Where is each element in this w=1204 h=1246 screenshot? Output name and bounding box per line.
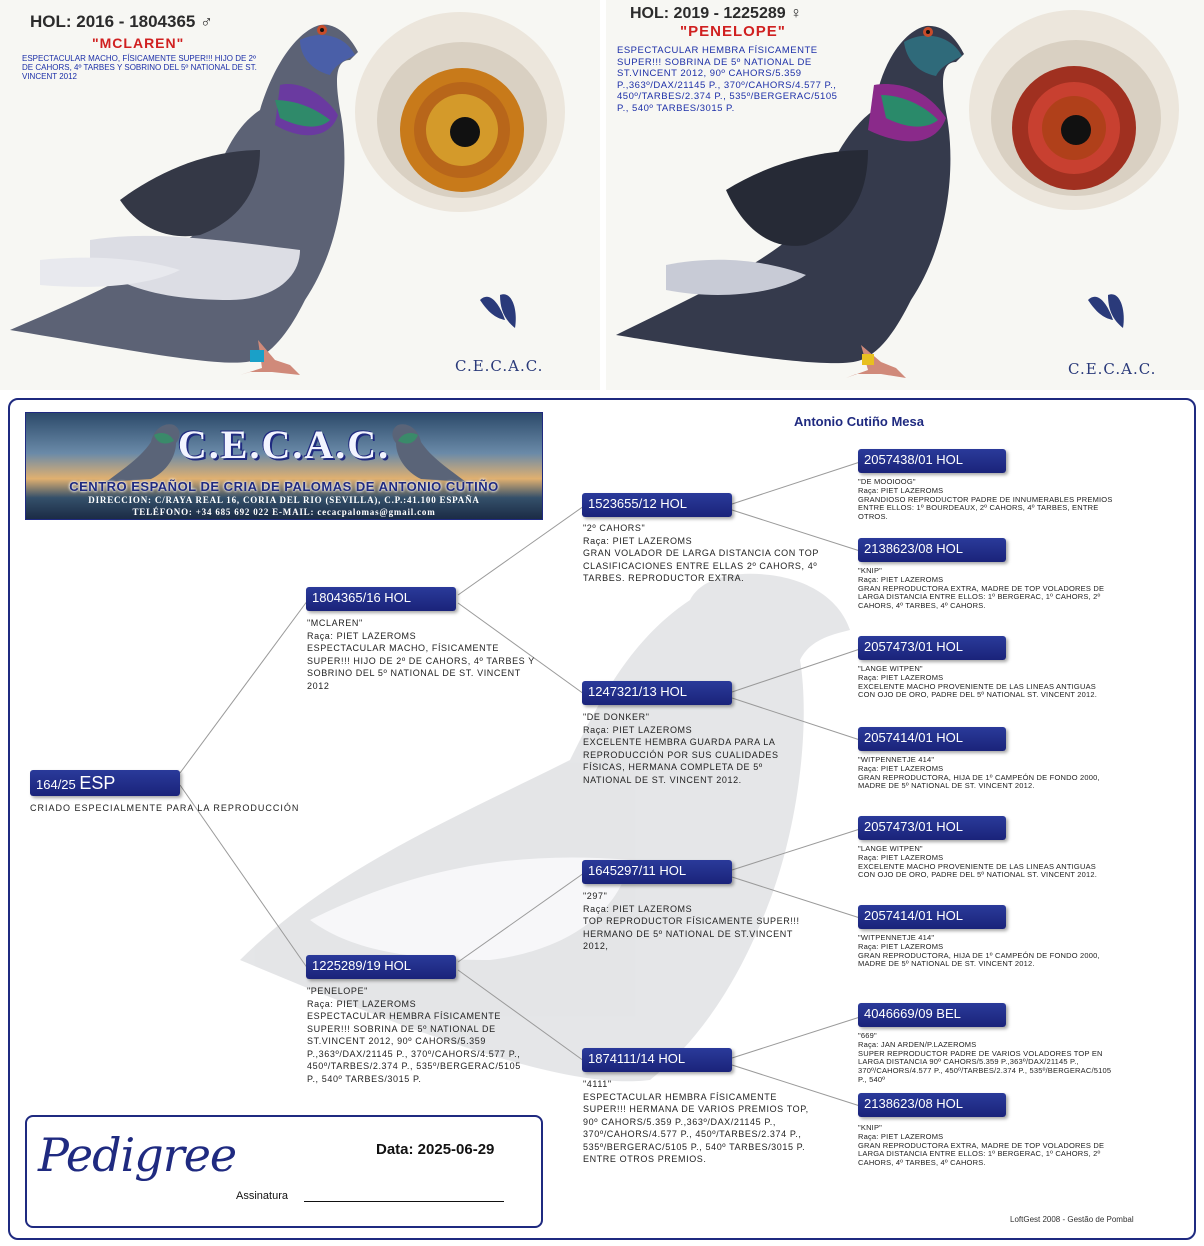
dsd-info <box>858 934 1108 969</box>
dsd-race: Raça: PIET LAZEROMS <box>858 941 944 951</box>
ds-race: Raça: PIET LAZEROMS <box>583 903 693 914</box>
right-bird-name: "PENELOPE" <box>680 23 786 40</box>
right-bird-description: ESPECTACULAR HEMBRA FÍSICAMENTE SUPER!!! SOBRINA DE 5º NATIONAL DE ST.VINCENT 2012, 90º CAHORS/5.359 P.,363º/DAX/21145 P., 370º/CAHORS/4.577 P., 450º/TARBES/2.374 P., 535º/BERGERAC/5105 P., 540º TARBES/3015 P. <box>617 45 838 114</box>
sss-info <box>858 478 1116 522</box>
dss-text: EXCELENTE MACHO PROVENIENTE DE LAS LINEAS ANTIGUAS CON OJO DE ORO, PADRE DEL 5º NATIONAL ST. VINCENT 2012. <box>858 861 1098 880</box>
dam-race: Raça: PIET LAZEROMS <box>307 998 417 1009</box>
sire-info <box>307 617 535 692</box>
pedigree-script-title: Pedigree <box>38 1128 237 1182</box>
ssd-name: "KNIP" <box>858 566 883 575</box>
ds-node[interactable]: 1645297/11 HOL <box>582 860 732 884</box>
sire-node[interactable]: 1804365/16 HOL <box>306 587 456 611</box>
ddd-node[interactable]: 2138623/08 HOL <box>858 1093 1006 1117</box>
leg-ring <box>250 350 264 362</box>
dss-node[interactable]: 2057473/01 HOL <box>858 816 1006 840</box>
dss-race: Raça: PIET LAZEROMS <box>858 852 944 862</box>
cecac-logo-right: C.E.C.A.C. <box>1068 360 1157 378</box>
dsd-node[interactable]: 2057414/01 HOL <box>858 905 1006 929</box>
cecac-logo-left: C.E.C.A.C. <box>455 357 544 375</box>
ddd-text: GRAN REPRODUCTORA EXTRA, MADRE DE TOP VOLADORES DE LARGA DISTANCIA ENTRE ELLOS: 1º BERGERAC, 1º CAHORS, 2º CAHORS, 4º TARBES, 4º CAHORS. <box>858 1140 1105 1168</box>
sd-info <box>583 711 793 786</box>
left-ring-title: HOL: 2016 - 1804365 ♂ <box>30 12 213 31</box>
cecac-banner <box>25 412 543 520</box>
sds-node[interactable]: 2057473/01 HOL <box>858 636 1006 660</box>
ss-race: Raça: PIET LAZEROMS <box>583 535 693 546</box>
banner-address: DIRECCION: C/RAYA REAL 16, CORIA DEL RIO (SEVILLA), C.P.:41.100 ESPAÑA <box>88 495 480 505</box>
sdd-node[interactable]: 2057414/01 HOL <box>858 727 1006 751</box>
ss-info <box>583 522 833 585</box>
sdd-name: "WITPENNETJE 414" <box>858 755 935 764</box>
left-bird-name: "MCLAREN" <box>92 35 185 51</box>
pedigree-date: Data: 2025-06-29 <box>376 1141 495 1158</box>
sd-race: Raça: PIET LAZEROMS <box>583 724 693 735</box>
dds-race: Raça: JAN ARDEN/P.LAZEROMS <box>858 1039 977 1049</box>
sd-name: "DE DONKER" <box>583 712 650 722</box>
banner-title: C.E.C.A.C. <box>177 422 391 467</box>
sdd-race: Raça: PIET LAZEROMS <box>858 763 944 773</box>
dd-info <box>583 1078 823 1166</box>
signature-line[interactable] <box>304 1201 504 1202</box>
ddd-race: Raça: PIET LAZEROMS <box>858 1131 944 1141</box>
ss-text: GRAN VOLADOR DE LARGA DISTANCIA CON TOP CLASIFICACIONES ENTRE ELLAS 2º CAHORS, 4º TARBES. REPRODUCTOR EXTRA. <box>583 548 819 583</box>
sire-name: "MCLAREN" <box>307 618 363 628</box>
sire-text: ESPECTACULAR MACHO, FÍSICAMENTE SUPER!!! HIJO DE 2º DE CAHORS, 4º TARBES Y SOBRINO DEL 5º NATIONAL DE ST. VINCENT 2012 <box>307 643 535 691</box>
subject-node[interactable] <box>30 770 180 796</box>
sds-info <box>858 665 1098 700</box>
sds-name: "LANGE WITPEN" <box>858 664 923 673</box>
ssd-text: GRAN REPRODUCTORA EXTRA, MADRE DE TOP VOLADORES DE LARGA DISTANCIA ENTRE ELLOS: 1º BERGERAC, 1º CAHORS, 2º CAHORS, 4º TARBES, 4º CAHORS. <box>858 583 1105 611</box>
dd-node[interactable]: 1874111/14 HOL <box>582 1048 732 1072</box>
owner-name: Antonio Cutiño Mesa <box>794 414 924 429</box>
ds-text: TOP REPRODUCTOR FÍSICAMENTE SUPER!!! HERMANO DE 5º NATIONAL DE ST.VINCENT 2012, <box>583 916 800 951</box>
dss-info <box>858 845 1098 880</box>
dam-info <box>307 985 535 1085</box>
sds-text: EXCELENTE MACHO PROVENIENTE DE LAS LINEAS ANTIGUAS CON OJO DE ORO, PADRE DEL 5º NATIONAL ST. VINCENT 2012. <box>858 681 1098 700</box>
banner-contact: TELÉFONO: +34 685 692 022 E-MAIL: cecacpalomas@gmail.com <box>132 507 436 517</box>
dds-text: SUPER REPRODUCTOR PADRE DE VARIOS VOLADORES TOP EN LARGA DISTANCIA 90º CAHORS/5.359 P.,363º/DAX/21145 P., 370º/CAHORS/4.577 P., 450º/TARBES/2.374 P., 535º/BERGERAC/5105 P., 540º <box>858 1048 1112 1084</box>
ds-info <box>583 890 813 953</box>
subject-country: ESP <box>79 773 116 793</box>
dd-name: "4111" <box>583 1079 612 1089</box>
subject-ring: 164/25 <box>36 777 76 792</box>
dam-node[interactable]: 1225289/19 HOL <box>306 955 456 979</box>
sss-text: GRANDIOSO REPRODUCTOR PADRE DE INNUMERABLES PREMIOS ENTRE ELLOS: 1º BOURDEAUX, 2º CAHORS, 4º TARBES, ENTRE OTROS. <box>858 494 1113 522</box>
ds-name: "297" <box>583 891 608 901</box>
dss-name: "LANGE WITPEN" <box>858 844 923 853</box>
footer-credit: LoftGest 2008 - Gestão de Pombal <box>1010 1215 1134 1224</box>
dam-name: "PENELOPE" <box>307 986 368 996</box>
ssd-node[interactable]: 2138623/08 HOL <box>858 538 1006 562</box>
sire-race: Raça: PIET LAZEROMS <box>307 630 417 641</box>
left-bird-description: ESPECTACULAR MACHO, FÍSICAMENTE SUPER!!! HIJO DE 2º DE CAHORS, 4º TARBES Y SOBRINO DEL 5º NATIONAL DE ST. VINCENT 2012 <box>22 54 257 81</box>
dam-text: ESPECTACULAR HEMBRA FÍSICAMENTE SUPER!!! SOBRINA DE 5º NATIONAL DE ST.VINCENT 2012, 90º CAHORS/5.359 P.,363º/DAX/21145 P., 370º/CAHORS/4.577 P., 450º/TARBES/2.374 P., 535º/BERGERAC/5105 P., 540º TARBES/3015 P. <box>307 1011 521 1084</box>
ss-node[interactable]: 1523655/12 HOL <box>582 493 732 517</box>
sd-node[interactable]: 1247321/13 HOL <box>582 681 732 705</box>
sd-text: EXCELENTE HEMBRA GUARDA PARA LA REPRODUCCIÓN POR SUS CUALIDADES FÍSICAS, HERMANA COMPLETA DE 5º NATIONAL DE ST. VINCENT 2012. <box>583 737 779 785</box>
signature-label: Assinatura <box>236 1190 288 1202</box>
ssd-race: Raça: PIET LAZEROMS <box>858 574 944 584</box>
sds-race: Raça: PIET LAZEROMS <box>858 672 944 682</box>
leg-ring <box>862 354 874 365</box>
sss-name: "DE MOOIOOG" <box>858 477 916 486</box>
dds-node[interactable]: 4046669/09 BEL <box>858 1003 1006 1027</box>
dd-text: ESPECTACULAR HEMBRA FÍSICAMENTE SUPER!!! HERMANA DE VARIOS PREMIOS TOP, 90º CAHORS/5.359 P.,363º/DAX/21145 P., 370º/CAHORS/4.577 P., 450º/TARBES/2.374 P., 535º/BERGERAC/5105 P., 540º TARBES/3015 P. ENTRE OTROS PREMIOS. <box>583 1091 809 1164</box>
ddd-info <box>858 1124 1120 1168</box>
ss-name: "2º CAHORS" <box>583 523 646 533</box>
right-ring-title: HOL: 2019 - 1225289 ♀ <box>630 5 803 22</box>
sss-node[interactable]: 2057438/01 HOL <box>858 449 1006 473</box>
photo-panel-mclaren <box>0 0 600 390</box>
ssd-info <box>858 567 1120 611</box>
subject-note: CRIADO ESPECIALMENTE PARA LA REPRODUCCIÓN <box>30 803 300 813</box>
ddd-name: "KNIP" <box>858 1123 883 1132</box>
dds-info <box>858 1032 1120 1085</box>
sdd-text: GRAN REPRODUCTORA, HIJA DE 1º CAMPEÓN DE FONDO 2000, MADRE DE 5º NATIONAL DE ST. VINCENT 2012. <box>858 772 1100 791</box>
banner-subtitle: CENTRO ESPAÑOL DE CRIA DE PALOMAS DE ANTONIO CUTIÑO <box>69 479 499 494</box>
dsd-text: GRAN REPRODUCTORA, HIJA DE 1º CAMPEÓN DE FONDO 2000, MADRE DE 5º NATIONAL DE ST. VINCENT 2012. <box>858 950 1100 969</box>
sdd-info <box>858 756 1108 791</box>
dsd-name: "WITPENNETJE 414" <box>858 933 935 942</box>
sss-race: Raça: PIET LAZEROMS <box>858 485 944 495</box>
dds-name: "669" <box>858 1031 877 1040</box>
